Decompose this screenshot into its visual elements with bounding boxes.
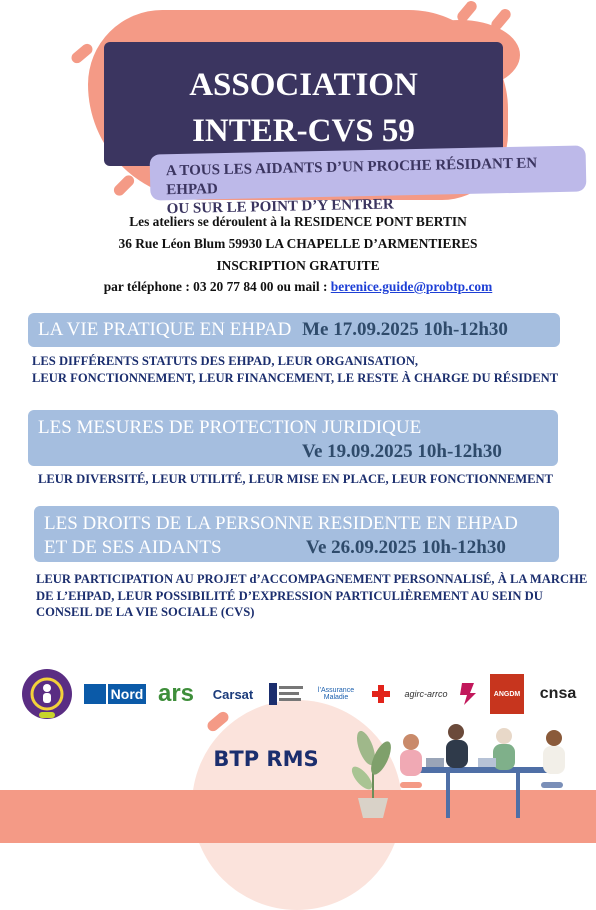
cnsa-logo: cnsa: [539, 685, 577, 702]
regional-agency-logo: [454, 668, 482, 720]
session-3-desc-line: DE L’EHPAD, LEUR POSSIBILITÉ D’EXPRESSION PARTICULIÈREMENT AU SEIN DU: [36, 588, 543, 603]
carsat-logo: Carsat: [212, 686, 254, 702]
session-2-description: LEUR DIVERSITÉ, LEUR UTILITÉ, LEUR MISE EN PLACE, LEUR FONCTIONNEMENT: [38, 472, 554, 486]
session-3-title-line-2: ET DE SES AIDANTS: [44, 537, 222, 558]
page-title: [104, 42, 503, 166]
ministry-logo: [266, 668, 308, 720]
session-3-desc-line: LEUR PARTICIPATION AU PROJET d’ACCOMPAGNEMENT PERSONNALISÉ, À LA MARCHE: [36, 572, 588, 586]
session-1-desc-line: LEUR FONCTIONNEMENT, LEUR FINANCEMENT, LE RESTE À CHARGE DU RÉSIDENT: [32, 370, 559, 385]
session-2-title: LES MESURES DE PROTECTION JURIDIQUE: [38, 417, 422, 438]
assurance-maladie-logo: l’Assurance Maladie: [317, 687, 355, 701]
session-3-band: [34, 506, 559, 562]
nord-logo-text: Nord: [108, 684, 147, 704]
partner-logos: [20, 668, 590, 720]
red-cross-logo: [366, 668, 396, 720]
session-3-desc-line: CONSEIL DE LA VIE SOCIALE (CVS): [36, 605, 255, 619]
session-1-band: [28, 313, 560, 347]
title-line-2: INTER-CVS 59: [192, 113, 415, 149]
venue-line: Les ateliers se déroulent à la RESIDENCE PONT BERTIN: [129, 214, 467, 229]
session-1-title: LA VIE PRATIQUE EN EHPAD: [38, 319, 292, 340]
angdm-logo: ANGDM: [490, 674, 524, 714]
subtitle-line-1: A TOUS LES AIDANTS D’UN PROCHE RÉSIDANT EN EHPAD: [165, 155, 538, 199]
session-3-title-line-1: LES DROITS DE LA PERSONNE RESIDENTE EN EHPAD: [44, 513, 518, 534]
contact-line: [0, 279, 596, 295]
decorative-dash: [489, 7, 513, 32]
agirc-arrco-logo: agirc-arrco: [404, 689, 448, 699]
btp-rms-brand: BTP RMS: [213, 747, 319, 771]
session-1-description: [32, 353, 558, 386]
title-line-1: ASSOCIATION: [189, 67, 418, 103]
session-2-date: Ve 19.09.2025 10h-12h30: [302, 441, 502, 462]
session-1-desc-line: LES DIFFÉRENTS STATUTS DES EHPAD, LEUR ORGANISATION,: [32, 354, 419, 368]
france-alzheimer-logo: [20, 668, 74, 720]
ars-logo: ars: [157, 680, 195, 707]
session-1-date: Me 17.09.2025 10h-12h30: [302, 319, 508, 340]
decorative-dash: [112, 173, 137, 198]
contact-phone: par téléphone : 03 20 77 84 00 ou mail :: [103, 279, 331, 294]
meeting-illustration: [386, 722, 586, 822]
subtitle-line-2: OU SUR LE POINT D’Y ENTRER: [166, 196, 394, 218]
address-line: 36 Rue Léon Blum 59930 LA CHAPELLE D’ARMENTIERES: [118, 236, 478, 251]
registration-line: INSCRIPTION GRATUITE: [216, 258, 380, 273]
session-2-band: [28, 410, 558, 466]
subtitle-banner: [150, 145, 587, 218]
session-3-date: Ve 26.09.2025 10h-12h30: [306, 537, 506, 558]
session-3-description: [36, 571, 587, 621]
email-link[interactable]: berenice.guide@probtp.com: [330, 279, 493, 294]
nord-department-logo: [82, 668, 148, 720]
